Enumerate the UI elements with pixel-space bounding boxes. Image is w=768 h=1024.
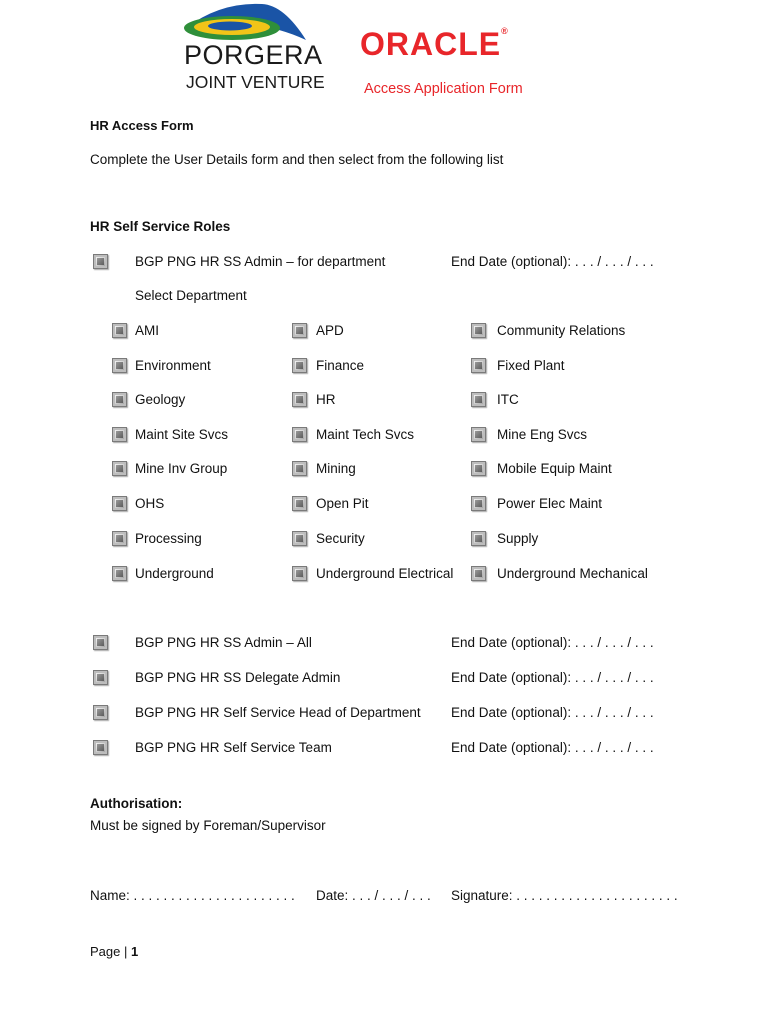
dept-label: Open Pit	[316, 496, 369, 511]
dept-label: Power Elec Maint	[497, 496, 603, 511]
form-subtitle: Access Application Form	[364, 81, 523, 97]
role-label: BGP PNG HR SS Admin – All	[135, 635, 312, 650]
page-footer	[90, 944, 138, 959]
dept-checkbox[interactable]	[292, 427, 307, 442]
dept-label: Mobile Equip Maint	[497, 461, 612, 476]
page-number: 1	[130, 944, 139, 959]
date-field[interactable]: Date: . . . / . . . / . . .	[316, 888, 431, 903]
porgera-logo	[180, 2, 325, 97]
dept-checkbox[interactable]	[471, 323, 486, 338]
dept-label: Geology	[135, 392, 186, 407]
dept-checkbox[interactable]	[292, 566, 307, 581]
dept-label: Environment	[135, 358, 211, 373]
dept-label: Fixed Plant	[497, 358, 565, 373]
dept-label: Supply	[497, 531, 539, 546]
dept-checkbox[interactable]	[471, 358, 486, 373]
dept-checkbox[interactable]	[112, 531, 127, 546]
dept-label: Mining	[316, 461, 356, 476]
dept-checkbox[interactable]	[112, 358, 127, 373]
dept-label: Maint Site Svcs	[135, 427, 229, 442]
joint-venture-wordmark: JOINT VENTURE	[186, 72, 325, 92]
porgera-wordmark: PORGERA	[184, 40, 323, 70]
dept-checkbox[interactable]	[292, 392, 307, 407]
dept-checkbox[interactable]	[471, 531, 486, 546]
dept-label: Processing	[135, 531, 202, 546]
dept-checkbox[interactable]	[471, 461, 486, 476]
form-title: HR Access Form	[90, 118, 194, 133]
dept-checkbox[interactable]	[292, 531, 307, 546]
authorisation-title: Authorisation:	[90, 796, 183, 811]
end-date-field[interactable]: End Date (optional): . . . / . . . / . . .	[451, 670, 654, 685]
page-label: Page |	[90, 944, 131, 959]
role-admin-dept-checkbox[interactable]	[93, 254, 108, 269]
section-title: HR Self Service Roles	[90, 219, 231, 234]
dept-label: Maint Tech Svcs	[316, 427, 415, 442]
end-date-field[interactable]: End Date (optional): . . . / . . . / . . .	[451, 740, 654, 755]
name-field[interactable]: Name: . . . . . . . . . . . . . . . . . . . . . .	[90, 888, 295, 903]
end-date-field[interactable]: End Date (optional): . . . / . . . / . . .	[451, 705, 654, 720]
role-checkbox[interactable]	[93, 740, 108, 755]
role-checkbox[interactable]	[93, 705, 108, 720]
dept-checkbox[interactable]	[112, 566, 127, 581]
role-label: BGP PNG HR SS Delegate Admin	[135, 670, 341, 685]
dept-label: Security	[316, 531, 365, 546]
signature-field[interactable]: Signature: . . . . . . . . . . . . . . . . . . . . . .	[451, 888, 678, 903]
dept-checkbox[interactable]	[112, 461, 127, 476]
end-date-field[interactable]: End Date (optional): . . . / . . . / . . .	[451, 635, 654, 650]
end-date-field[interactable]: End Date (optional): . . . / . . . / . . .	[451, 254, 654, 269]
dept-label: AMI	[135, 323, 160, 338]
dept-checkbox[interactable]	[112, 323, 127, 338]
intro-text: Complete the User Details form and then select from the following list	[90, 152, 504, 167]
dept-checkbox[interactable]	[292, 461, 307, 476]
dept-label: Underground	[135, 566, 214, 581]
role-checkbox[interactable]	[93, 635, 108, 650]
role-checkbox[interactable]	[93, 670, 108, 685]
role-label: BGP PNG HR Self Service Head of Department	[135, 705, 421, 720]
dept-label: Underground Electrical	[316, 566, 454, 581]
dept-label: Finance	[316, 358, 365, 373]
dept-checkbox[interactable]	[112, 496, 127, 511]
dept-checkbox[interactable]	[292, 323, 307, 338]
dept-label: HR	[316, 392, 336, 407]
dept-label: ITC	[497, 392, 519, 407]
dept-checkbox[interactable]	[471, 496, 486, 511]
dept-checkbox[interactable]	[292, 496, 307, 511]
role-admin-dept-label: BGP PNG HR SS Admin – for department	[135, 254, 386, 269]
dept-checkbox[interactable]	[471, 427, 486, 442]
dept-label: Community Relations	[497, 323, 626, 338]
dept-checkbox[interactable]	[112, 427, 127, 442]
dept-label: Mine Inv Group	[135, 461, 228, 476]
dept-label: OHS	[135, 496, 165, 511]
role-label: BGP PNG HR Self Service Team	[135, 740, 332, 755]
dept-checkbox[interactable]	[471, 566, 486, 581]
dept-checkbox[interactable]	[112, 392, 127, 407]
dept-checkbox[interactable]	[471, 392, 486, 407]
dept-label: Mine Eng Svcs	[497, 427, 588, 442]
select-department-label: Select Department	[135, 288, 247, 303]
dept-label: Underground Mechanical	[497, 566, 648, 581]
authorisation-note: Must be signed by Foreman/Supervisor	[90, 818, 326, 833]
oracle-logo: ORACLE®	[360, 26, 509, 62]
dept-label: APD	[316, 323, 344, 338]
dept-checkbox[interactable]	[292, 358, 307, 373]
